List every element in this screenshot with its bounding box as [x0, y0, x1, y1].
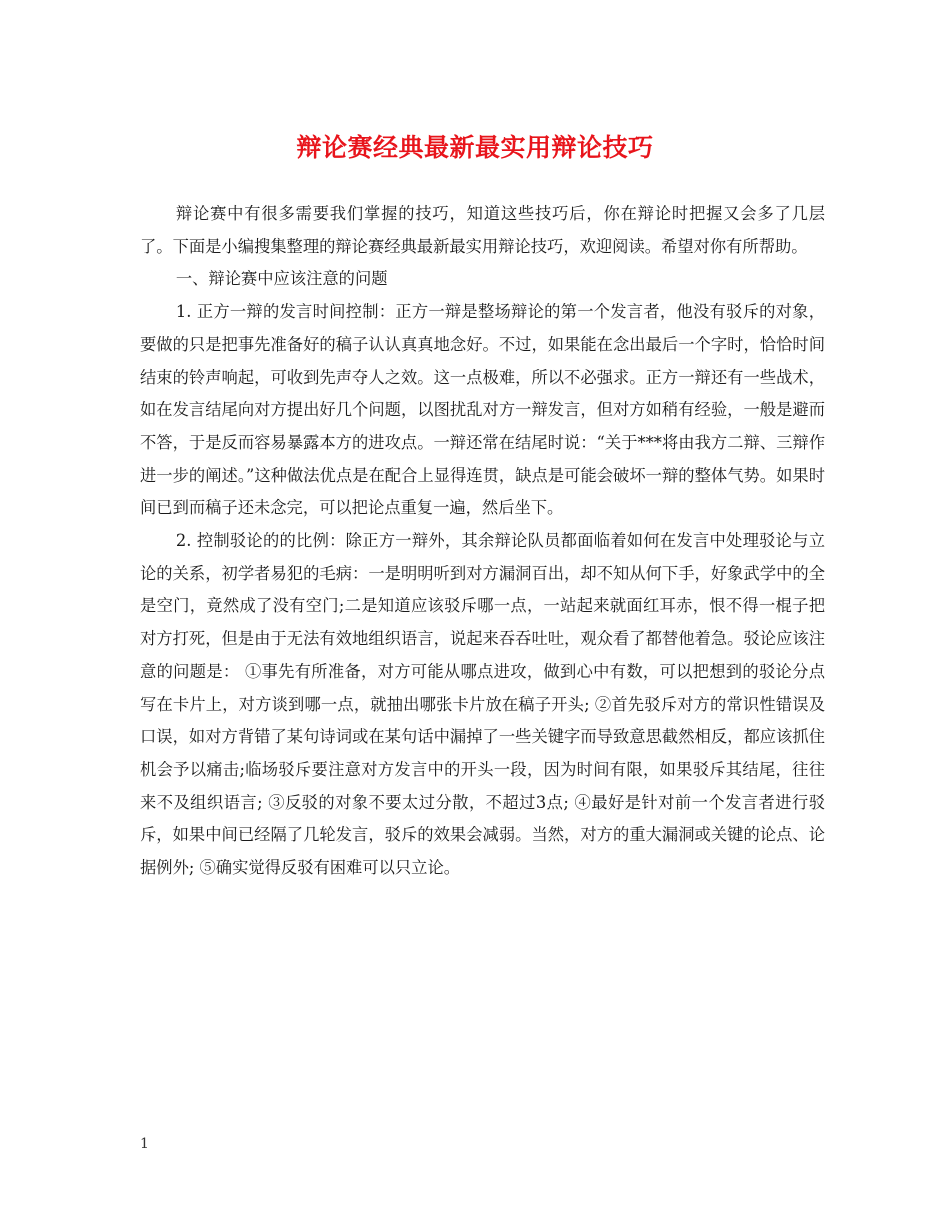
intro-paragraph: 辩论赛中有很多需要我们掌握的技巧，知道这些技巧后，你在辩论时把握又会多了几层了。下面是小编搜集整理的辩论赛经典最新最实用辩论技巧，欢迎阅读。希望对你有所帮助。	[140, 204, 825, 256]
point-1-paragraph: 1. 正方一辩的发言时间控制：正方一辩是整场辩论的第一个发言者，他没有驳斥的对象，要做的只是把事先准备好的稿子认认真真地念好。不过，如果能在念出最后一个字时，恰恰时间结束的铃声响起，可收到先声夺人之效。这一点极难，所以不必强求。正方一辩还有一些战术，如在发言结尾向对方提出好几个问题，以图扰乱对方一辩发言，但对方如稍有经验，一般是避而不答，于是反而容易暴露本方的进攻点。一辩还常在结尾时说：“关于***将由我方二辩、三辩作进一步的阐述。”这种做法优点是在配合上显得连贯，缺点是可能会破坏一辩的整体气势。如果时间已到而稿子还未念完，可以把论点重复一遍，然后坐下。	[140, 302, 825, 518]
document-title: 辩论赛经典最新最实用辩论技巧	[296, 133, 654, 162]
document-body	[140, 198, 825, 885]
page-number: 1	[140, 1136, 149, 1152]
point-2-paragraph: 2. 控制驳论的的比例：除正方一辩外，其余辩论队员都面临着如何在发言中处理驳论与立论的关系，初学者易犯的毛病：一是明明听到对方漏洞百出，却不知从何下手，好象武学中的全是空门，竟然成了没有空门;二是知道应该驳斥哪一点，一站起来就面红耳赤，恨不得一棍子把对方打死，但是由于无法有效地组织语言，说起来吞吞吐吐，观众看了都替他着急。驳论应该注意的问题是： ①事先有所准备，对方可能从哪点进攻，做到心中有数，可以把想到的驳论分点写在卡片上，对方谈到哪一点，就抽出哪张卡片放在稿子开头; ②首先驳斥对方的常识性错误及口误，如对方背错了某句诗词或在某句话中漏掉了一些关键字而导致意思截然相反，都应该抓住机会予以痛击;临场驳斥要注意对方发言中的开头一段，因为时间有限，如果驳斥其结尾，往往来不及组织语言; ③反驳的对象不要太过分散，不超过3点; ④最好是针对前一个发言者进行驳斥，如果中间已经隔了几轮发言，驳斥的效果会减弱。当然，对方的重大漏洞或关键的论点、论据例外; ⑤确实觉得反驳有困难可以只立论。	[140, 531, 825, 878]
section-heading: 一、辩论赛中应该注意的问题	[175, 269, 388, 289]
